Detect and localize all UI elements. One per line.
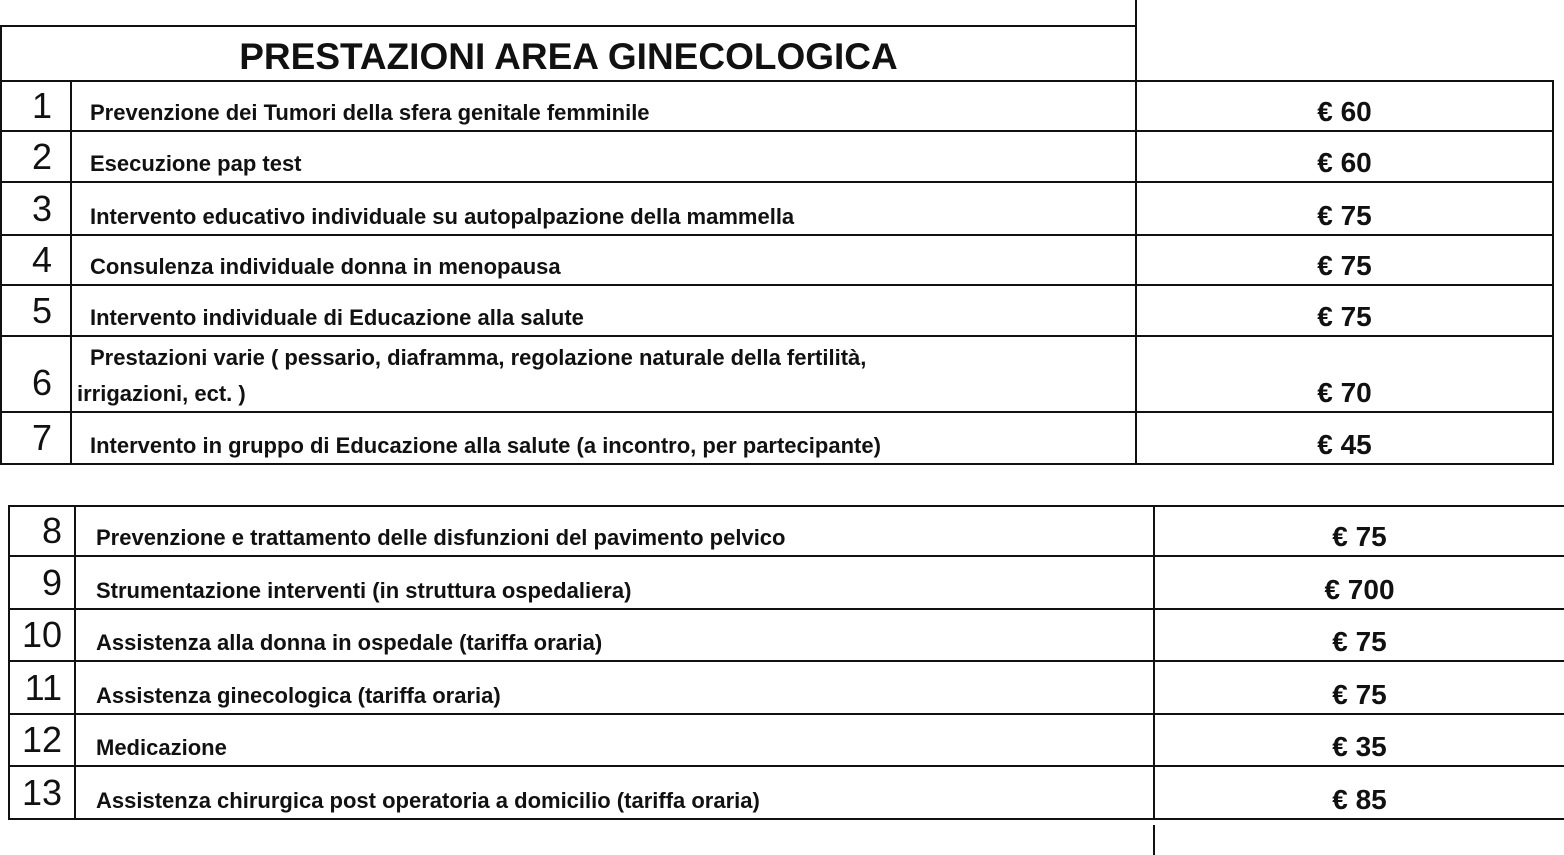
table-row — [0, 337, 1554, 413]
row-price: € 75 — [1332, 521, 1387, 552]
row-description: Intervento individuale di Educazione alla salute — [72, 286, 1137, 335]
row-price: € 700 — [1324, 574, 1395, 605]
row-price: € 70 — [1317, 377, 1372, 408]
row-price: € 60 — [1317, 96, 1372, 127]
table-row — [8, 767, 1564, 820]
row-number: 6 — [2, 337, 72, 411]
row-description-line: irrigazioni, ect. ) — [77, 381, 246, 406]
row-price: € 75 — [1317, 200, 1372, 231]
row-number: 5 — [2, 286, 72, 335]
row-description: Esecuzione pap test — [72, 132, 1137, 181]
row-number: 11 — [10, 662, 76, 713]
row-number: 12 — [10, 715, 76, 765]
table-title: PRESTAZIONI AREA GINECOLOGICA — [0, 25, 1137, 82]
row-price: € 85 — [1332, 784, 1387, 815]
table-row — [8, 557, 1564, 610]
table-row — [8, 715, 1564, 767]
row-price: € 75 — [1332, 626, 1387, 657]
row-price: € 75 — [1317, 250, 1372, 281]
row-number: 10 — [10, 610, 76, 660]
row-description: Intervento in gruppo di Educazione alla salute (a incontro, per partecipante) — [72, 413, 1137, 463]
row-number: 8 — [10, 507, 76, 555]
table-row — [0, 286, 1554, 337]
table-row — [0, 183, 1554, 236]
row-price: € 60 — [1317, 147, 1372, 178]
table-row — [0, 236, 1554, 286]
row-description: Prevenzione dei Tumori della sfera genitale femminile — [72, 82, 1137, 130]
row-number: 1 — [2, 82, 72, 130]
row-description: Intervento educativo individuale su autopalpazione della mammella — [72, 183, 1137, 234]
row-price: € 75 — [1332, 679, 1387, 710]
row-description: Medicazione — [76, 715, 1155, 765]
row-description: Assistenza chirurgica post operatoria a domicilio (tariffa oraria) — [76, 767, 1155, 818]
table-row — [0, 413, 1554, 465]
row-description — [72, 337, 1137, 411]
row-number: 3 — [2, 183, 72, 234]
row-description: Assistenza alla donna in ospedale (tariffa oraria) — [76, 610, 1155, 660]
row-description: Prevenzione e trattamento delle disfunzioni del pavimento pelvico — [76, 507, 1155, 555]
table-row — [0, 80, 1554, 132]
row-number: 13 — [10, 767, 76, 818]
row-price: € 45 — [1317, 429, 1372, 460]
row-description: Strumentazione interventi (in struttura ospedaliera) — [76, 557, 1155, 608]
row-description-line: Prestazioni varie ( pessario, diaframma, regolazione naturale della fertilità, — [90, 345, 867, 370]
table-row — [8, 662, 1564, 715]
table-row — [8, 505, 1564, 557]
row-description: Consulenza individuale donna in menopausa — [72, 236, 1137, 284]
table-row — [0, 132, 1554, 183]
table-row — [8, 610, 1564, 662]
row-price: € 35 — [1332, 731, 1387, 762]
row-number: 2 — [2, 132, 72, 181]
row-description: Assistenza ginecologica (tariffa oraria) — [76, 662, 1155, 713]
row-number: 4 — [2, 236, 72, 284]
row-number: 9 — [10, 557, 76, 608]
row-number: 7 — [2, 413, 72, 463]
row-price: € 75 — [1317, 301, 1372, 332]
